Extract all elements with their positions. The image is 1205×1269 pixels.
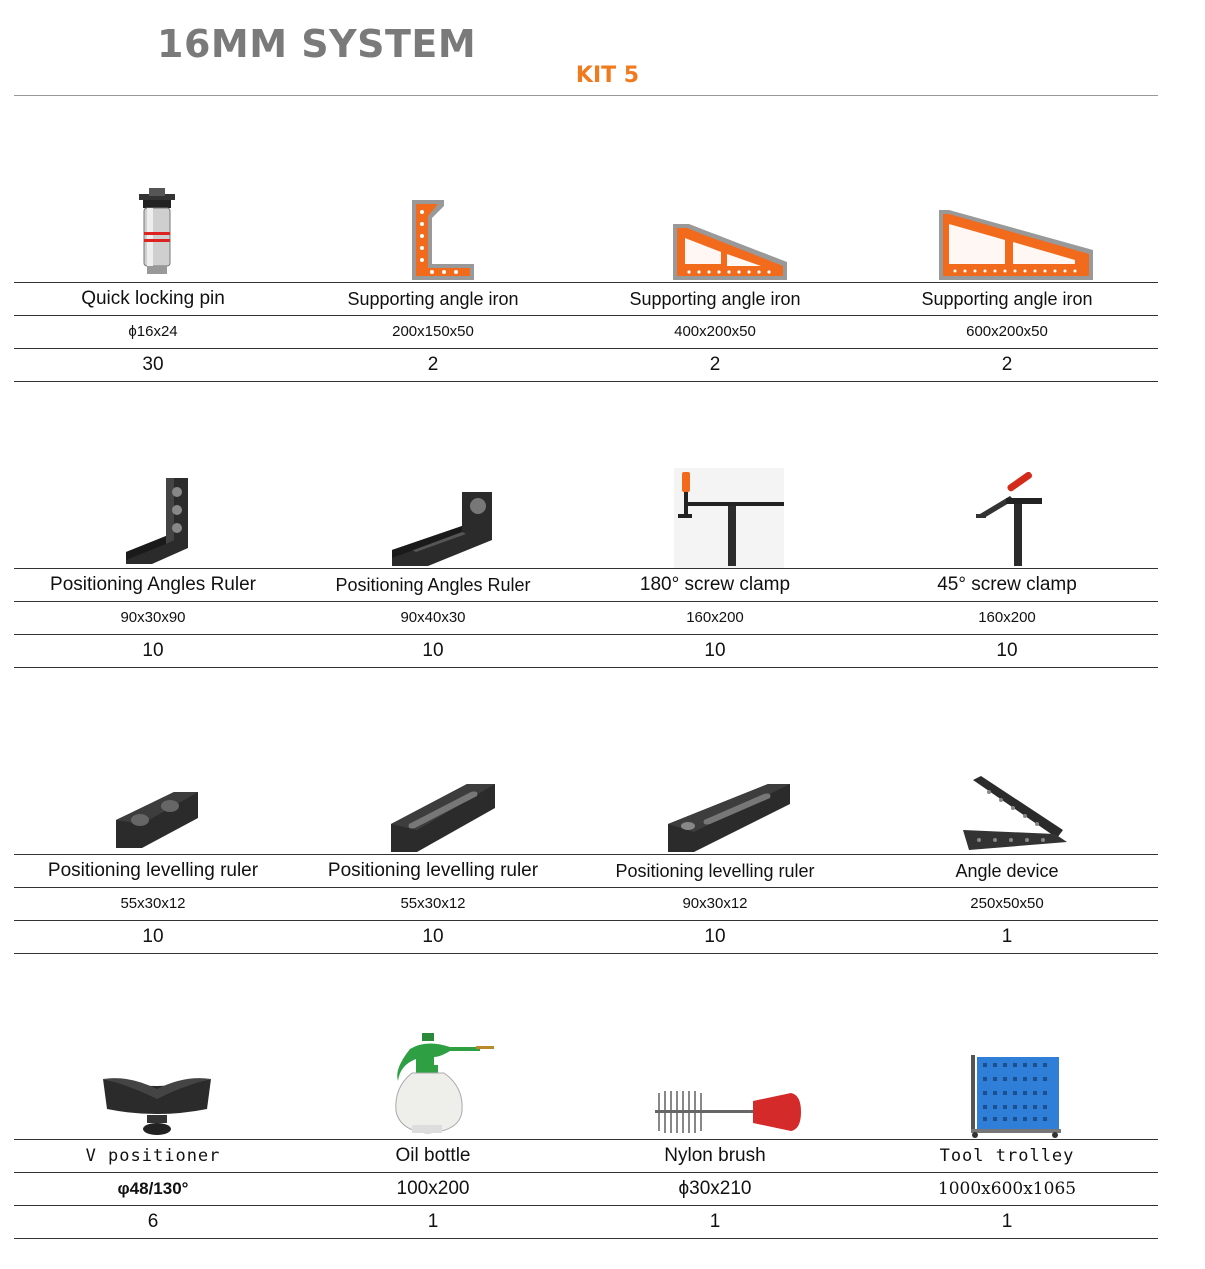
- product-dimension: 90x30x90: [120, 609, 186, 626]
- dimension-row: [14, 1172, 1158, 1205]
- product-name-row: [14, 282, 1158, 315]
- product-quantity: 2: [709, 354, 721, 375]
- product-quantity: 6: [147, 1211, 159, 1232]
- product-quantity: 30: [142, 354, 164, 375]
- product-quantity: 1: [1001, 1211, 1013, 1232]
- product-dimension: 55x30x12: [120, 895, 186, 912]
- product-quantity: 10: [422, 640, 444, 661]
- supporting-angle-iron-small-image: [300, 162, 586, 282]
- product-name: Positioning levelling ruler: [327, 860, 539, 881]
- product-quantity: 1: [427, 1211, 439, 1232]
- image-row: [14, 448, 1158, 568]
- supporting-angle-iron-medium-image: [586, 162, 872, 282]
- quick-locking-pin-image: [14, 162, 300, 282]
- product-quantity: 10: [142, 640, 164, 661]
- product-dimension: ϕ30x210: [678, 1178, 752, 1199]
- dimension-row: [14, 315, 1158, 348]
- product-dimension: ϕ16x24: [128, 323, 178, 340]
- product-dimension: 100x200: [396, 1178, 470, 1199]
- product-quantity: 1: [1001, 926, 1013, 947]
- levelling-ruler-long-image: [586, 734, 872, 854]
- nylon-brush-image: [586, 1019, 872, 1139]
- product-name: Positioning Angles Ruler: [50, 574, 256, 595]
- product-quantity: 10: [142, 926, 164, 947]
- product-dimension: 160x200: [978, 609, 1036, 626]
- product-quantity: 2: [1001, 354, 1013, 375]
- quantity-row: [14, 1205, 1158, 1239]
- product-name: Supporting angle iron: [347, 289, 519, 309]
- v-positioner-image: [14, 1019, 300, 1139]
- product-name: Positioning levelling ruler: [615, 861, 815, 881]
- image-row: [14, 162, 1158, 282]
- product-dimension: 200x150x50: [392, 323, 474, 340]
- product-name: Positioning levelling ruler: [47, 860, 259, 881]
- angle-device-image: [872, 734, 1158, 854]
- product-quantity: 10: [704, 926, 726, 947]
- kit-label: KIT 5: [575, 63, 640, 88]
- product-dimension: φ48/130°: [117, 1179, 189, 1198]
- product-quantity: 10: [996, 640, 1018, 661]
- page-title: 16MM SYSTEM: [157, 22, 477, 66]
- product-name-row: [14, 854, 1158, 887]
- product-name: Angle device: [955, 861, 1059, 881]
- product-dimension: 90x40x30: [400, 609, 466, 626]
- product-name-row: [14, 1139, 1158, 1172]
- product-dimension: 250x50x50: [970, 895, 1044, 912]
- quantity-row: [14, 634, 1158, 668]
- product-quantity: 10: [422, 926, 444, 947]
- quantity-row: [14, 348, 1158, 382]
- product-name: V positioner: [85, 1146, 221, 1166]
- quantity-row: [14, 920, 1158, 954]
- screw-clamp-45-image: [872, 448, 1158, 568]
- positioning-angles-ruler-long-image: [300, 448, 586, 568]
- product-name: Supporting angle iron: [629, 289, 801, 309]
- product-name-row: [14, 568, 1158, 601]
- levelling-ruler-slot-image: [300, 734, 586, 854]
- supporting-angle-iron-large-image: [872, 162, 1158, 282]
- product-name: Supporting angle iron: [921, 289, 1093, 309]
- levelling-ruler-two-hole-image: [14, 734, 300, 854]
- image-row: [14, 1019, 1158, 1139]
- oil-bottle-image: [300, 1019, 586, 1139]
- product-dimension: 90x30x12: [682, 895, 748, 912]
- product-dimension: 1000x600x1065: [937, 1179, 1077, 1199]
- product-dimension: 160x200: [686, 609, 744, 626]
- positioning-angles-ruler-tall-image: [14, 448, 300, 568]
- product-name: Quick locking pin: [81, 288, 225, 309]
- product-quantity: 1: [709, 1211, 721, 1232]
- dimension-row: [14, 887, 1158, 920]
- dimension-row: [14, 601, 1158, 634]
- product-name: 180° screw clamp: [639, 574, 791, 595]
- product-quantity: 2: [427, 354, 439, 375]
- tool-trolley-image: [872, 1019, 1158, 1139]
- product-name: Nylon brush: [664, 1145, 766, 1166]
- product-dimension: 600x200x50: [966, 323, 1048, 340]
- product-name: 45° screw clamp: [937, 574, 1077, 595]
- product-quantity: 10: [704, 640, 726, 661]
- product-dimension: 55x30x12: [400, 895, 466, 912]
- product-dimension: 400x200x50: [674, 323, 756, 340]
- header-divider: [14, 95, 1158, 96]
- screw-clamp-180-image: [586, 448, 872, 568]
- product-name: Positioning Angles Ruler: [335, 575, 531, 595]
- product-name: Tool trolley: [939, 1146, 1075, 1166]
- image-row: [14, 734, 1158, 854]
- product-name: Oil bottle: [395, 1145, 471, 1166]
